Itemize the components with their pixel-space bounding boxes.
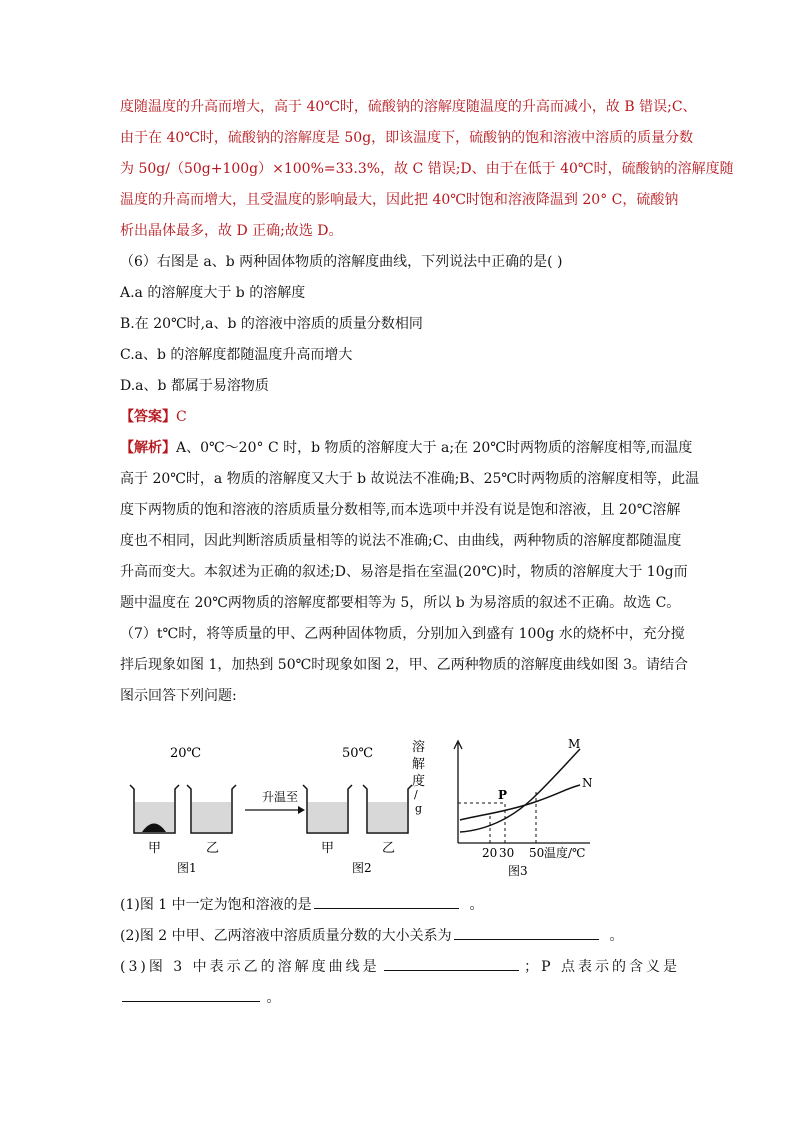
fig1-temperature: 20℃: [170, 746, 202, 761]
q7-sub2-answer-blank[interactable]: [454, 923, 599, 940]
para1-line-2: 由于在 40℃时，硫酸钠的溶解度是 50g，即该温度下，硫酸钠的饱和溶液中溶质的质量分数: [120, 130, 694, 146]
curve-n-label: N: [582, 776, 593, 790]
fig2-temperature: 50℃: [342, 746, 374, 761]
q7-stem-line-1: （7）t℃时，将等质量的甲、乙两种固体物质，分别加入到盛有 100g 水的烧杯中，充分搅: [120, 626, 685, 642]
q7-sub2: [120, 921, 680, 952]
fig1-beaker-b: [187, 785, 236, 833]
fig1-label-b: 乙: [206, 841, 220, 856]
q7-sub3-answer-blank-2[interactable]: [122, 985, 260, 1002]
fig2-label-a: 甲: [321, 841, 335, 856]
xtick-50: 50: [529, 846, 545, 860]
ylabel-char-2: 解: [412, 757, 426, 772]
q7-sub3: [120, 952, 680, 983]
q7-sub3-end: 。: [266, 990, 281, 1006]
q7-subquestions: [120, 890, 680, 1014]
q6-option-d: D.a、b 都属于易溶物质: [120, 378, 269, 394]
para1-line-3: 为 50g/（50g+100g）×100%=33.3%，故 C 错误;D、由于在低于 40℃时，硫酸钠的溶解度随: [120, 161, 734, 177]
q6-analysis-line-6: 题中温度在 20℃两物质的溶解度都要相等为 5，所以 b 为易溶质的叙述不正确。故选 C。: [120, 595, 681, 611]
q7-sub1-end: 。: [469, 897, 484, 913]
analysis-text-1: A、0℃～20° C 时，b 物质的溶解度大于 a;在 20℃时两物质的溶解度相等,而温度: [176, 440, 693, 456]
q6-analysis-line-4: 度也不相同，因此判断溶质质量相等的说法不准确;C、由曲线，两种物质的溶解度都随温度: [120, 533, 682, 549]
q6-analysis-line-1: [120, 433, 693, 464]
ylabel-char-1: 溶: [412, 740, 426, 755]
fig1-beaker-a: [130, 785, 179, 833]
fig1-label-a: 甲: [148, 841, 162, 856]
q7-sub1-text: (1)图 1 中一定为饱和溶液的是: [120, 897, 312, 913]
curve-m-label: M: [568, 737, 581, 751]
q7-sub3-answer-blank-1[interactable]: [384, 954, 519, 971]
q6-analysis-line-5: 升高而变大。本叙述为正确的叙述;D、易溶是指在室温(20℃)时，物质的溶解度大于 10g而: [120, 564, 688, 580]
arrow-head-icon: [298, 806, 305, 814]
figure-svg: [120, 735, 680, 885]
xtick-30: 30: [499, 846, 515, 860]
point-p-label: P: [498, 788, 508, 802]
para1-line-5: 析出晶体最多，故 D 正确;故选 D。: [120, 223, 343, 239]
q6-analysis-line-3: 度下两物质的饱和溶液的溶质质量分数相等,而本选项中并没有说是饱和溶液，且 20℃溶解: [120, 502, 681, 518]
fig2-beaker-a: [303, 785, 352, 833]
experiment-figure: [120, 735, 680, 885]
ylabel-char-3: 度: [412, 774, 426, 789]
q6-option-a: A.a 的溶解度大于 b 的溶解度: [120, 285, 306, 301]
q6-option-c: C.a、b 的溶解度都随温度升高而增大: [120, 347, 353, 363]
fig3-xlabel: 温度/℃: [544, 846, 586, 860]
fig2-caption: 图2: [352, 861, 372, 875]
fig3-ylabel: [412, 739, 425, 815]
curve-m: [460, 749, 580, 832]
q7-stem-line-2: 拌后现象如图 1，加热到 50℃时现象如图 2，甲、乙两种物质的溶解度曲线如图 3。请结合: [120, 657, 688, 673]
analysis-tag: 【解析】: [120, 440, 176, 456]
q6-stem: （6）右图是 a、b 两种固体物质的溶解度曲线，下列说法中正确的是( ): [120, 254, 563, 270]
fig2-label-b: 乙: [382, 841, 396, 856]
fig3-caption: 图3: [508, 864, 528, 878]
document-body: [120, 92, 734, 712]
para1-line-1: 度随温度的升高而增大，高于 40℃时，硫酸钠的溶解度随温度的升高而减小，故 B 错误;C、: [120, 99, 697, 115]
fig2-beaker-b: [363, 785, 412, 833]
q7-sub2-end: 。: [609, 928, 624, 944]
ylabel-char-5: g: [415, 802, 423, 815]
q7-sub1: [120, 890, 680, 921]
q6-answer: [120, 402, 680, 433]
q6-option-b: B.在 20℃时,a、b 的溶液中溶质的质量分数相同: [120, 316, 423, 332]
xtick-20: 20: [482, 846, 498, 860]
q7-sub1-answer-blank[interactable]: [314, 892, 459, 909]
para1-line-4: 温度的升高而增大，且受温度的影响最大，因此把 40℃时饱和溶液降温到 20° C，硫酸钠: [120, 192, 679, 208]
q7-sub3-text-a: (3)图 3 中表示乙的溶解度曲线是: [120, 959, 380, 975]
fig1-caption: 图1: [177, 861, 197, 875]
q6-analysis-line-2: 高于 20℃时，a 物质的溶解度又大于 b 故说法不准确;B、25℃时两物质的溶解度相等，此温: [120, 471, 700, 487]
answer-tag: 【答案】: [120, 409, 176, 425]
arrow-label: 升温至: [262, 790, 299, 804]
q7-sub3-cont: [120, 983, 680, 1014]
answer-value: C: [176, 409, 187, 425]
q7-sub2-text: (2)图 2 中甲、乙两溶液中溶质质量分数的大小关系为: [120, 928, 452, 944]
q7-stem-line-3: 图示回答下列问题:: [120, 688, 237, 704]
ylabel-char-4: /: [414, 788, 418, 801]
q7-sub3-text-b: ；P 点表示的含义是: [524, 959, 680, 975]
